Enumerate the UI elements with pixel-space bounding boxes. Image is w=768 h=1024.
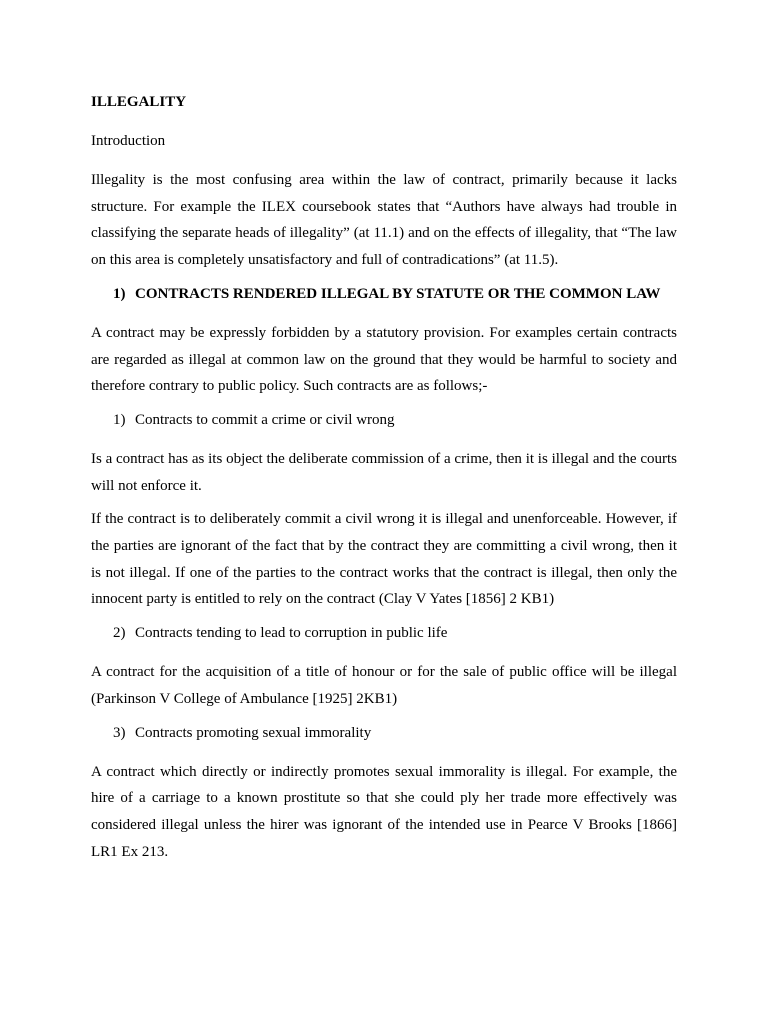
document-title: ILLEGALITY xyxy=(91,94,187,110)
intro-paragraph: Illegality is the most confusing area within the law of contract, primarily because it lacks structure. For example the ILEX coursebook states that “Authors have always had trouble in classifying the separate heads of illegality” (at 11.1) and on the effects of illegality, that “The law on this area is completely unsatisfactory and full of contradications” (at 11.5). xyxy=(91,172,677,269)
list-item-number: 2) xyxy=(113,625,126,642)
section-paragraph: A contract may be expressly forbidden by a statutory provision. For examples certain contracts are regarded as illegal at common law on the ground that they would be harmful to society and therefore contrary to public policy. Such contracts are as follows;- xyxy=(91,324,677,395)
body-paragraph: If the contract is to deliberately commit a civil wrong it is illegal and unenforceable. However, if the parties are ignorant of the fact that by the contract they are committing a civil wrong, then it is not illegal. If one of the parties to the contract works that the contract is illegal, then only the innocent party is entitled to rely on the contract (Clay V Yates [1856] 2 KB1) xyxy=(91,511,677,608)
list-item-label: Contracts to commit a crime or civil wrong xyxy=(135,411,395,428)
section-heading-number: 1) xyxy=(113,285,126,302)
list-item-label: Contracts tending to lead to corruption in public life xyxy=(135,625,448,642)
list-item-heading xyxy=(91,623,677,643)
body-paragraph: Is a contract has as its object the deliberate commission of a crime, then it is illegal and the courts will not enforce it. xyxy=(91,450,677,494)
section-heading xyxy=(91,284,677,304)
list-item-heading xyxy=(91,410,677,430)
document-page xyxy=(91,92,677,875)
list-item-heading xyxy=(91,723,677,743)
list-item-number: 3) xyxy=(113,724,126,741)
list-item-label: Contracts promoting sexual immorality xyxy=(135,724,372,741)
section-heading-text: CONTRACTS RENDERED ILLEGAL BY STATUTE OR THE COMMON LAW xyxy=(135,285,661,302)
list-item-number: 1) xyxy=(113,411,126,428)
body-paragraph: A contract for the acquisition of a title of honour or for the sale of public office will be illegal (Parkinson V College of Ambulance [1925] 2KB1) xyxy=(91,664,677,707)
body-paragraph: A contract which directly or indirectly promotes sexual immorality is illegal. For example, the hire of a carriage to a known prostitute so that she could ply her trade more effectively was considered illegal unless the hirer was ignorant of the intended use in Pearce V Brooks [1866] LR1 Ex 213. xyxy=(91,763,677,860)
section-subtitle: Introduction xyxy=(91,133,166,149)
